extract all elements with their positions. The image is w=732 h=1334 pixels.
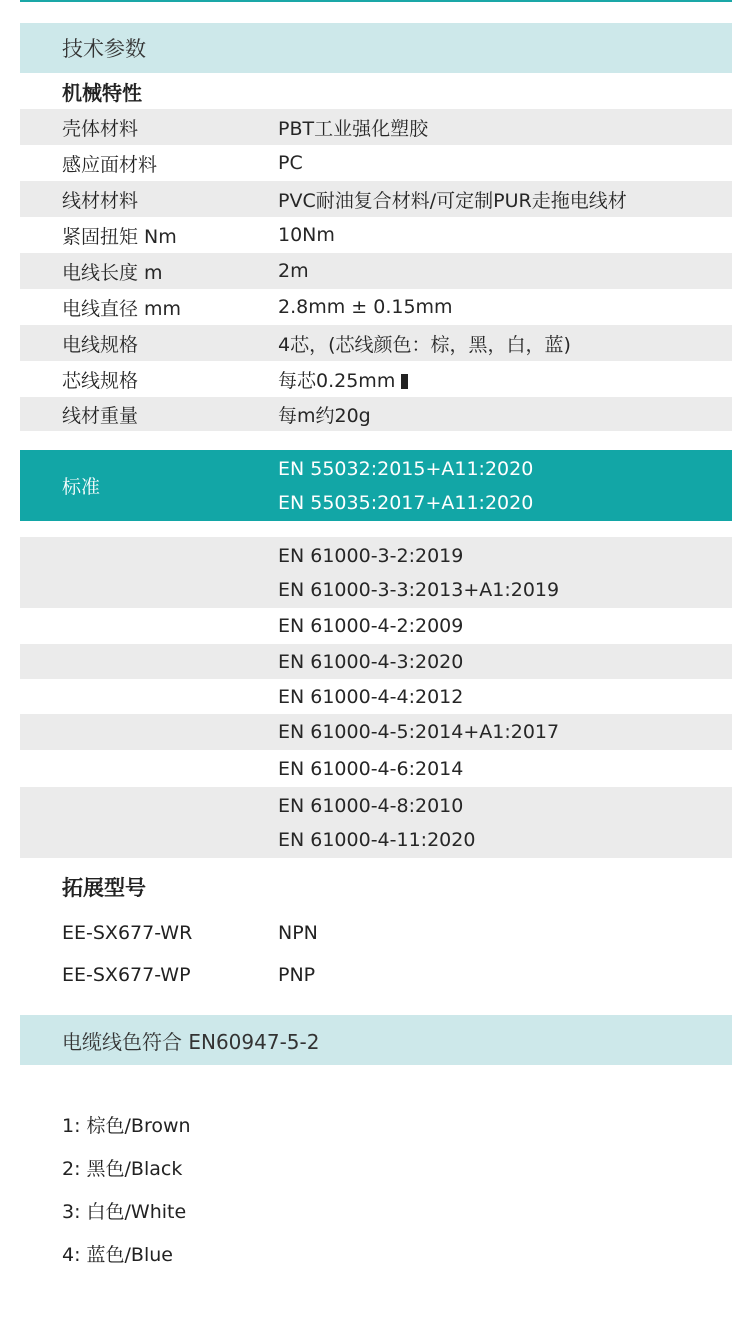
tech-params-header bbox=[20, 23, 732, 73]
mech-section-title: 机械特性 bbox=[62, 80, 142, 105]
spec-value: 每m约20g bbox=[278, 404, 371, 427]
spec-value: 2m bbox=[278, 260, 309, 282]
ext-model-name: EE-SX677-WR bbox=[62, 922, 193, 944]
standard-item: EN 61000-4-8:2010 bbox=[278, 794, 464, 817]
spec-label: 壳体材料 bbox=[62, 117, 139, 140]
standard-item: EN 61000-4-6:2014 bbox=[278, 757, 464, 780]
standard-value: EN 55032:2015+A11:2020 bbox=[278, 457, 534, 480]
standard-row bbox=[20, 450, 732, 521]
ext-model-name: EE-SX677-WP bbox=[62, 964, 191, 986]
standard-item: EN 61000-3-3:2013+A1:2019 bbox=[278, 578, 560, 601]
standard-item: EN 61000-4-3:2020 bbox=[278, 650, 464, 673]
spec-sheet bbox=[20, 23, 732, 1275]
spec-label: 感应面材料 bbox=[62, 153, 158, 176]
standard-block bbox=[20, 679, 732, 714]
spec-label: 电线规格 bbox=[62, 333, 139, 356]
spec-label: 线材材料 bbox=[62, 189, 139, 212]
spec-row bbox=[20, 217, 732, 253]
standard-values bbox=[278, 452, 533, 520]
spec-row bbox=[20, 145, 732, 181]
spec-value: 10Nm bbox=[278, 224, 335, 246]
spec-row bbox=[20, 325, 732, 361]
standard-label: 标准 bbox=[62, 476, 101, 498]
standard-block bbox=[20, 608, 732, 644]
standard-block bbox=[20, 787, 732, 858]
spec-value: PC bbox=[278, 152, 303, 174]
spec-value: 2.8mm ± 0.15mm bbox=[278, 296, 453, 318]
cable-color-item: 1: 棕色/Brown bbox=[62, 1115, 191, 1137]
spec-row bbox=[20, 397, 732, 431]
spec-row bbox=[20, 253, 732, 289]
spec-value: PVC耐油复合材料/可定制PUR走拖电线材 bbox=[278, 189, 627, 212]
standard-item: EN 61000-3-2:2019 bbox=[278, 544, 464, 567]
spec-value-text: 每芯0.25mm bbox=[278, 369, 396, 392]
ext-model-row bbox=[20, 912, 732, 954]
top-accent-line bbox=[20, 0, 732, 2]
standard-item: EN 61000-4-2:2009 bbox=[278, 615, 464, 637]
cable-color-list bbox=[20, 1103, 732, 1275]
cable-color-item: 3: 白色/White bbox=[62, 1201, 187, 1223]
spec-value: PBT工业强化塑胶 bbox=[278, 117, 429, 140]
standard-item: EN 61000-4-11:2020 bbox=[278, 828, 476, 851]
standard-block bbox=[20, 644, 732, 679]
standard-value: EN 55035:2017+A11:2020 bbox=[278, 491, 534, 514]
cable-color-item: 4: 蓝色/Blue bbox=[62, 1244, 173, 1266]
ext-model-type: NPN bbox=[278, 922, 318, 944]
cable-color-item: 2: 黑色/Black bbox=[62, 1158, 183, 1180]
spec-row bbox=[20, 181, 732, 217]
standard-block bbox=[20, 537, 732, 608]
standard-block bbox=[20, 714, 732, 750]
spec-row bbox=[20, 109, 732, 145]
spec-label: 电线长度 m bbox=[62, 261, 163, 284]
spec-label: 芯线规格 bbox=[62, 369, 139, 392]
ext-models-title: 拓展型号 bbox=[62, 876, 146, 900]
spec-value bbox=[278, 366, 732, 393]
spec-row bbox=[20, 289, 732, 325]
spec-label: 电线直径 mm bbox=[62, 297, 182, 320]
spec-label: 线材重量 bbox=[62, 404, 139, 427]
spec-label: 紧固扭矩 Nm bbox=[62, 225, 177, 248]
ext-model-type: PNP bbox=[278, 964, 316, 986]
spec-value: 4芯，(芯线颜色：棕，黑，白，蓝) bbox=[278, 333, 571, 356]
cable-color-title: 电缆线色符合 EN60947-5-2 bbox=[62, 1029, 320, 1054]
ext-model-row bbox=[20, 954, 732, 996]
standard-item: EN 61000-4-4:2012 bbox=[278, 685, 464, 708]
standard-item: EN 61000-4-5:2014+A1:2017 bbox=[278, 721, 560, 743]
tech-params-title: 技术参数 bbox=[62, 37, 146, 61]
standard-block bbox=[20, 750, 732, 787]
text-cursor-mark bbox=[401, 374, 408, 389]
cable-color-header bbox=[20, 1015, 732, 1065]
spec-row bbox=[20, 361, 732, 397]
